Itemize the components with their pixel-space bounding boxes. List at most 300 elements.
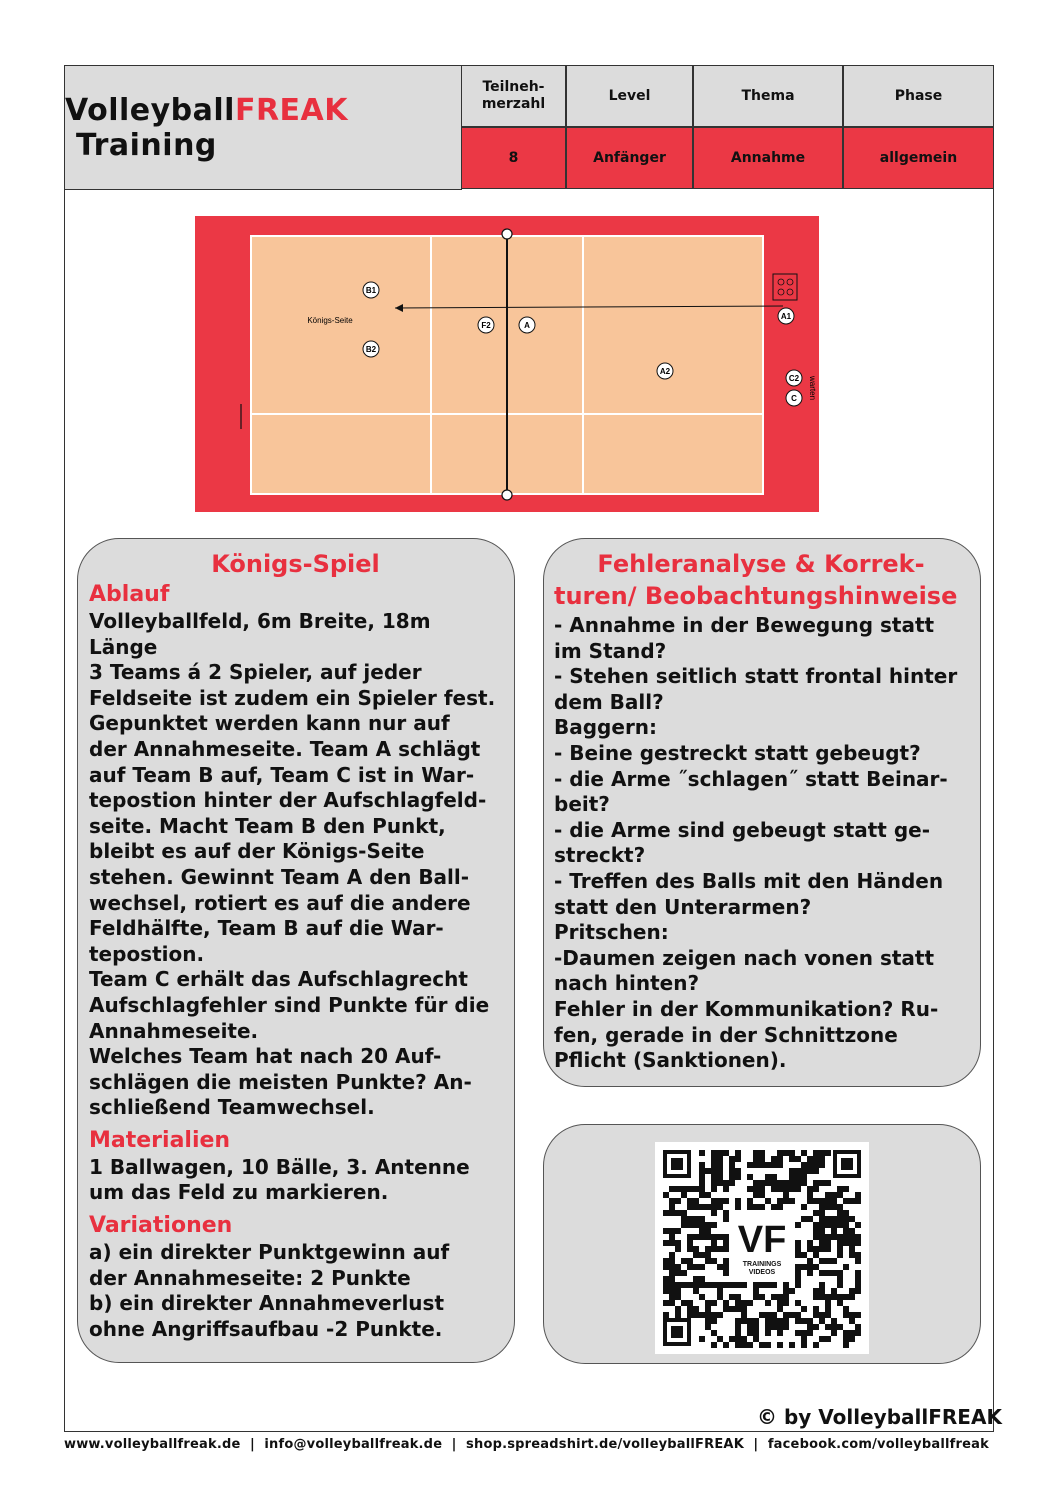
qr-module bbox=[711, 1282, 717, 1288]
qr-module bbox=[693, 1222, 699, 1228]
qr-module bbox=[813, 1246, 819, 1252]
qr-module bbox=[855, 1276, 861, 1282]
qr-module bbox=[819, 1318, 825, 1324]
qr-module bbox=[855, 1222, 861, 1228]
qr-module bbox=[819, 1312, 825, 1318]
qr-module bbox=[675, 1246, 681, 1252]
qr-module bbox=[705, 1168, 711, 1174]
qr-module bbox=[705, 1204, 711, 1210]
qr-module bbox=[819, 1180, 825, 1186]
qr-module bbox=[837, 1252, 843, 1258]
qr-module bbox=[789, 1168, 795, 1174]
qr-module bbox=[795, 1270, 801, 1276]
qr-module bbox=[705, 1192, 711, 1198]
qr-module bbox=[813, 1156, 819, 1162]
qr-module bbox=[699, 1162, 705, 1168]
qr-module bbox=[687, 1198, 693, 1204]
qr-module bbox=[807, 1162, 813, 1168]
materialien-heading: Materialien bbox=[89, 1127, 231, 1153]
qr-module bbox=[795, 1168, 801, 1174]
qr-logo-sub1: TRAININGS bbox=[742, 1261, 782, 1268]
qr-module bbox=[843, 1342, 849, 1348]
qr-module bbox=[783, 1318, 789, 1324]
qr-module bbox=[669, 1264, 675, 1270]
qr-module bbox=[807, 1168, 813, 1174]
qr-module bbox=[783, 1150, 789, 1156]
qr-module bbox=[675, 1306, 681, 1312]
qr-module bbox=[825, 1294, 831, 1300]
qr-module bbox=[837, 1294, 843, 1300]
qr-module bbox=[723, 1240, 729, 1246]
qr-module bbox=[831, 1318, 837, 1324]
qr-module bbox=[807, 1270, 813, 1276]
page-title: VolleyballFREAK Training bbox=[65, 92, 349, 163]
qr-module bbox=[759, 1150, 765, 1156]
qr-module bbox=[693, 1312, 699, 1318]
qr-module bbox=[765, 1198, 771, 1204]
qr-module bbox=[669, 1294, 675, 1300]
qr-module bbox=[747, 1324, 753, 1330]
qr-module bbox=[765, 1330, 771, 1336]
qr-module bbox=[729, 1306, 735, 1312]
qr-module bbox=[819, 1288, 825, 1294]
qr-module bbox=[729, 1336, 735, 1342]
qr-module bbox=[843, 1210, 849, 1216]
qr-module bbox=[807, 1258, 813, 1264]
qr-module bbox=[663, 1264, 669, 1270]
qr-module bbox=[693, 1204, 699, 1210]
qr-module bbox=[717, 1246, 723, 1252]
qr-module bbox=[735, 1300, 741, 1306]
qr-module bbox=[807, 1216, 813, 1222]
qr-code[interactable] bbox=[655, 1142, 869, 1354]
qr-module bbox=[819, 1246, 825, 1252]
qr-module bbox=[693, 1216, 699, 1222]
qr-module bbox=[699, 1228, 705, 1234]
qr-module bbox=[789, 1288, 795, 1294]
qr-module bbox=[693, 1186, 699, 1192]
qr-module bbox=[759, 1342, 765, 1348]
qr-module bbox=[675, 1228, 681, 1234]
qr-module bbox=[771, 1318, 777, 1324]
qr-module bbox=[765, 1162, 771, 1168]
qr-module bbox=[681, 1282, 687, 1288]
qr-module bbox=[789, 1180, 795, 1186]
player-b1-label: B1 bbox=[365, 286, 377, 295]
meta-val-level: Anfänger bbox=[566, 127, 693, 189]
qr-module bbox=[753, 1180, 759, 1186]
qr-module bbox=[795, 1174, 801, 1180]
qr-module bbox=[843, 1306, 849, 1312]
qr-module bbox=[723, 1282, 729, 1288]
qr-module bbox=[849, 1288, 855, 1294]
qr-module bbox=[819, 1282, 825, 1288]
qr-module bbox=[819, 1216, 825, 1222]
qr-module bbox=[735, 1336, 741, 1342]
qr-module bbox=[837, 1234, 843, 1240]
qr-module bbox=[759, 1204, 765, 1210]
qr-module bbox=[777, 1330, 783, 1336]
qr-module bbox=[831, 1270, 837, 1276]
qr-module bbox=[813, 1234, 819, 1240]
qr-module bbox=[783, 1294, 789, 1300]
qr-module bbox=[771, 1324, 777, 1330]
qr-module bbox=[759, 1156, 765, 1162]
meta-val-phase: allgemein bbox=[843, 127, 994, 189]
qr-finder-top-left bbox=[663, 1150, 691, 1178]
qr-module bbox=[723, 1186, 729, 1192]
qr-module bbox=[675, 1186, 681, 1192]
qr-module bbox=[849, 1318, 855, 1324]
qr-module bbox=[735, 1156, 741, 1162]
qr-module bbox=[777, 1342, 783, 1348]
qr-module bbox=[765, 1324, 771, 1330]
qr-module bbox=[717, 1288, 723, 1294]
qr-module bbox=[693, 1264, 699, 1270]
qr-module bbox=[801, 1204, 807, 1210]
qr-module bbox=[759, 1186, 765, 1192]
qr-module bbox=[735, 1318, 741, 1324]
meta-val-teilnehmerzahl: 8 bbox=[461, 127, 566, 189]
qr-module bbox=[825, 1198, 831, 1204]
qr-module bbox=[843, 1222, 849, 1228]
qr-module bbox=[747, 1330, 753, 1336]
qr-module bbox=[729, 1294, 735, 1300]
qr-module bbox=[849, 1336, 855, 1342]
qr-module bbox=[783, 1282, 789, 1288]
qr-module bbox=[705, 1306, 711, 1312]
qr-module bbox=[675, 1282, 681, 1288]
qr-module bbox=[849, 1312, 855, 1318]
qr-module bbox=[807, 1330, 813, 1336]
qr-module bbox=[813, 1186, 819, 1192]
qr-module bbox=[663, 1282, 669, 1288]
qr-module bbox=[687, 1300, 693, 1306]
qr-module bbox=[801, 1342, 807, 1348]
qr-module bbox=[723, 1258, 729, 1264]
qr-module bbox=[825, 1216, 831, 1222]
qr-module bbox=[741, 1342, 747, 1348]
qr-module bbox=[855, 1198, 861, 1204]
qr-module bbox=[723, 1210, 729, 1216]
qr-module bbox=[801, 1216, 807, 1222]
court-diagram bbox=[195, 216, 819, 512]
qr-module bbox=[837, 1300, 843, 1306]
qr-module bbox=[801, 1318, 807, 1324]
qr-module bbox=[723, 1342, 729, 1348]
qr-module bbox=[855, 1192, 861, 1198]
qr-module bbox=[795, 1180, 801, 1186]
qr-module bbox=[795, 1312, 801, 1318]
qr-module bbox=[837, 1240, 843, 1246]
qr-module bbox=[723, 1198, 729, 1204]
qr-module bbox=[795, 1252, 801, 1258]
qr-module bbox=[849, 1240, 855, 1246]
qr-module bbox=[777, 1204, 783, 1210]
qr-module bbox=[825, 1222, 831, 1228]
qr-module bbox=[795, 1276, 801, 1282]
fehleranalyse-title: Fehleranalyse & Korrek- bbox=[597, 550, 925, 578]
qr-module bbox=[771, 1204, 777, 1210]
qr-module bbox=[747, 1198, 753, 1204]
qr-module bbox=[669, 1228, 675, 1234]
qr-module bbox=[831, 1216, 837, 1222]
qr-module bbox=[801, 1150, 807, 1156]
qr-module bbox=[699, 1174, 705, 1180]
qr-module bbox=[663, 1288, 669, 1294]
qr-module bbox=[663, 1210, 669, 1216]
ablauf-text: Volleyballfeld, 6m Breite, 18m Länge 3 Teams á 2 Spieler, auf jeder Feldseite ist zudem ein Spieler fest. Gepunktet werden kann nur auf der Annahmeseite. Team A schlägt auf Team B auf, Team C ist in War- tepostion hinter der Aufschlagfeld- seite. Macht Team B den Punkt, bleibt es auf der Königs-Seite stehen. Gewinnt Team A den Ball- wechsel, rotiert es auf die andere Feldhälfte, Team B auf die War- tepostion. Team C erhält das Aufschlagrecht Aufschlagfehler sind Punkte für die Annahmeseite. Welches Team hat nach 20 Auf- schlägen die meisten Punkte? An- schließend Teamwechsel. bbox=[89, 609, 496, 1120]
qr-module bbox=[699, 1168, 705, 1174]
variationen-heading: Variationen bbox=[89, 1213, 233, 1239]
qr-module bbox=[705, 1222, 711, 1228]
qr-module bbox=[699, 1252, 705, 1258]
qr-module bbox=[855, 1258, 861, 1264]
qr-module bbox=[699, 1186, 705, 1192]
qr-module bbox=[825, 1246, 831, 1252]
qr-module bbox=[717, 1264, 723, 1270]
qr-module bbox=[711, 1312, 717, 1318]
qr-module bbox=[759, 1180, 765, 1186]
qr-module bbox=[795, 1186, 801, 1192]
qr-module bbox=[807, 1192, 813, 1198]
qr-module bbox=[837, 1204, 843, 1210]
qr-module bbox=[831, 1324, 837, 1330]
qr-module bbox=[807, 1186, 813, 1192]
qr-module bbox=[759, 1192, 765, 1198]
qr-module bbox=[669, 1204, 675, 1210]
qr-module bbox=[705, 1234, 711, 1240]
qr-module bbox=[669, 1258, 675, 1264]
qr-module bbox=[813, 1210, 819, 1216]
qr-module bbox=[777, 1318, 783, 1324]
header-meta-table bbox=[461, 65, 994, 190]
qr-module bbox=[837, 1216, 843, 1222]
qr-module bbox=[795, 1300, 801, 1306]
qr-module bbox=[753, 1288, 759, 1294]
qr-module bbox=[765, 1300, 771, 1306]
qr-module bbox=[831, 1192, 837, 1198]
qr-module bbox=[765, 1174, 771, 1180]
fehleranalyse-title-line2: turen/ Beobachtungshinweise bbox=[554, 582, 958, 610]
qr-module bbox=[687, 1258, 693, 1264]
qr-module bbox=[705, 1228, 711, 1234]
qr-module bbox=[819, 1204, 825, 1210]
qr-module bbox=[819, 1240, 825, 1246]
qr-module bbox=[681, 1270, 687, 1276]
qr-module bbox=[699, 1282, 705, 1288]
qr-module bbox=[783, 1324, 789, 1330]
qr-module bbox=[789, 1186, 795, 1192]
qr-module bbox=[849, 1294, 855, 1300]
qr-module bbox=[813, 1324, 819, 1330]
qr-module bbox=[819, 1210, 825, 1216]
footer-links[interactable]: www.volleyballfreak.de | info@volleyballfreak.de | shop.spreadshirt.de/volleyballFREAK | facebook.com/volleyballfreak bbox=[64, 1437, 989, 1452]
qr-module bbox=[705, 1318, 711, 1324]
qr-module bbox=[687, 1216, 693, 1222]
qr-module bbox=[843, 1240, 849, 1246]
qr-module bbox=[699, 1216, 705, 1222]
qr-module bbox=[813, 1306, 819, 1312]
qr-module bbox=[837, 1270, 843, 1276]
qr-module bbox=[837, 1222, 843, 1228]
qr-module bbox=[717, 1174, 723, 1180]
qr-module bbox=[837, 1324, 843, 1330]
qr-module bbox=[801, 1252, 807, 1258]
qr-module bbox=[669, 1300, 675, 1306]
qr-finder-bottom-left bbox=[663, 1318, 691, 1346]
qr-module bbox=[723, 1180, 729, 1186]
qr-module bbox=[777, 1300, 783, 1306]
qr-module bbox=[837, 1276, 843, 1282]
qr-module bbox=[693, 1288, 699, 1294]
qr-module bbox=[735, 1198, 741, 1204]
qr-module bbox=[831, 1330, 837, 1336]
qr-module bbox=[801, 1336, 807, 1342]
qr-module bbox=[717, 1312, 723, 1318]
qr-module bbox=[813, 1162, 819, 1168]
qr-module bbox=[681, 1300, 687, 1306]
qr-module bbox=[717, 1162, 723, 1168]
qr-module bbox=[819, 1222, 825, 1228]
qr-module bbox=[723, 1306, 729, 1312]
qr-module bbox=[723, 1300, 729, 1306]
qr-module bbox=[801, 1306, 807, 1312]
qr-module bbox=[837, 1246, 843, 1252]
qr-module bbox=[825, 1306, 831, 1312]
qr-module bbox=[723, 1264, 729, 1270]
qr-module bbox=[843, 1216, 849, 1222]
qr-module bbox=[711, 1174, 717, 1180]
header-title-box bbox=[64, 65, 462, 190]
qr-logo-sub2: VIDEOS bbox=[748, 1269, 776, 1276]
fehleranalyse-panel bbox=[543, 538, 981, 1087]
qr-module bbox=[825, 1312, 831, 1318]
qr-module bbox=[771, 1156, 777, 1162]
qr-module bbox=[753, 1156, 759, 1162]
qr-module bbox=[711, 1234, 717, 1240]
qr-module bbox=[711, 1180, 717, 1186]
qr-module bbox=[711, 1330, 717, 1336]
qr-module bbox=[687, 1234, 693, 1240]
qr-module bbox=[675, 1198, 681, 1204]
meta-header-row bbox=[461, 65, 994, 127]
qr-module bbox=[825, 1234, 831, 1240]
qr-module bbox=[681, 1210, 687, 1216]
qr-module bbox=[699, 1336, 705, 1342]
qr-module bbox=[675, 1210, 681, 1216]
qr-module bbox=[675, 1264, 681, 1270]
antenna-top bbox=[502, 229, 512, 239]
qr-module bbox=[801, 1174, 807, 1180]
qr-module bbox=[687, 1204, 693, 1210]
qr-module bbox=[687, 1240, 693, 1246]
qr-module bbox=[699, 1150, 705, 1156]
meta-col-phase: Phase bbox=[843, 65, 994, 127]
qr-module bbox=[765, 1318, 771, 1324]
antenna-bottom bbox=[502, 490, 512, 500]
qr-module bbox=[825, 1300, 831, 1306]
qr-module bbox=[843, 1336, 849, 1342]
qr-module bbox=[843, 1294, 849, 1300]
qr-module bbox=[705, 1300, 711, 1306]
qr-module bbox=[687, 1246, 693, 1252]
qr-module bbox=[831, 1258, 837, 1264]
qr-module bbox=[753, 1282, 759, 1288]
qr-module bbox=[681, 1222, 687, 1228]
qr-module bbox=[783, 1198, 789, 1204]
qr-module bbox=[711, 1156, 717, 1162]
qr-module bbox=[729, 1174, 735, 1180]
qr-module bbox=[675, 1270, 681, 1276]
qr-module bbox=[831, 1288, 837, 1294]
qr-module bbox=[711, 1240, 717, 1246]
qr-module bbox=[771, 1294, 777, 1300]
qr-module bbox=[711, 1246, 717, 1252]
exercise-title: Königs-Spiel bbox=[211, 550, 380, 578]
qr-module bbox=[717, 1180, 723, 1186]
qr-module bbox=[717, 1198, 723, 1204]
qr-module bbox=[717, 1156, 723, 1162]
qr-module bbox=[747, 1318, 753, 1324]
qr-module bbox=[831, 1294, 837, 1300]
qr-module bbox=[855, 1288, 861, 1294]
qr-module bbox=[711, 1318, 717, 1324]
qr-module bbox=[711, 1204, 717, 1210]
qr-module bbox=[753, 1204, 759, 1210]
qr-module bbox=[855, 1240, 861, 1246]
qr-module bbox=[783, 1192, 789, 1198]
qr-module bbox=[759, 1294, 765, 1300]
player-a2-label: A2 bbox=[659, 367, 671, 376]
qr-module bbox=[705, 1324, 711, 1330]
qr-module bbox=[693, 1234, 699, 1240]
qr-module bbox=[825, 1336, 831, 1342]
qr-module bbox=[729, 1168, 735, 1174]
qr-module bbox=[687, 1306, 693, 1312]
qr-module bbox=[765, 1180, 771, 1186]
qr-module bbox=[813, 1342, 819, 1348]
qr-module bbox=[729, 1180, 735, 1186]
qr-module bbox=[801, 1330, 807, 1336]
qr-module bbox=[807, 1264, 813, 1270]
qr-module bbox=[717, 1204, 723, 1210]
qr-module bbox=[675, 1240, 681, 1246]
qr-module bbox=[813, 1150, 819, 1156]
qr-module bbox=[711, 1210, 717, 1216]
qr-module bbox=[699, 1294, 705, 1300]
koenigs-seite-label: Königs-Seite bbox=[307, 316, 353, 325]
qr-module bbox=[855, 1282, 861, 1288]
qr-module bbox=[813, 1264, 819, 1270]
qr-module bbox=[819, 1198, 825, 1204]
copyright-text: © by VolleyballFREAK bbox=[757, 1405, 1002, 1429]
qr-module bbox=[663, 1228, 669, 1234]
qr-module bbox=[849, 1252, 855, 1258]
qr-module bbox=[849, 1330, 855, 1336]
qr-module bbox=[711, 1258, 717, 1264]
qr-module bbox=[777, 1306, 783, 1312]
player-c2-label: C2 bbox=[788, 374, 800, 383]
qr-module bbox=[753, 1162, 759, 1168]
qr-module bbox=[759, 1162, 765, 1168]
qr-module bbox=[717, 1234, 723, 1240]
qr-module bbox=[825, 1180, 831, 1186]
qr-module bbox=[741, 1300, 747, 1306]
qr-module bbox=[729, 1156, 735, 1162]
qr-module bbox=[681, 1216, 687, 1222]
qr-module bbox=[687, 1282, 693, 1288]
